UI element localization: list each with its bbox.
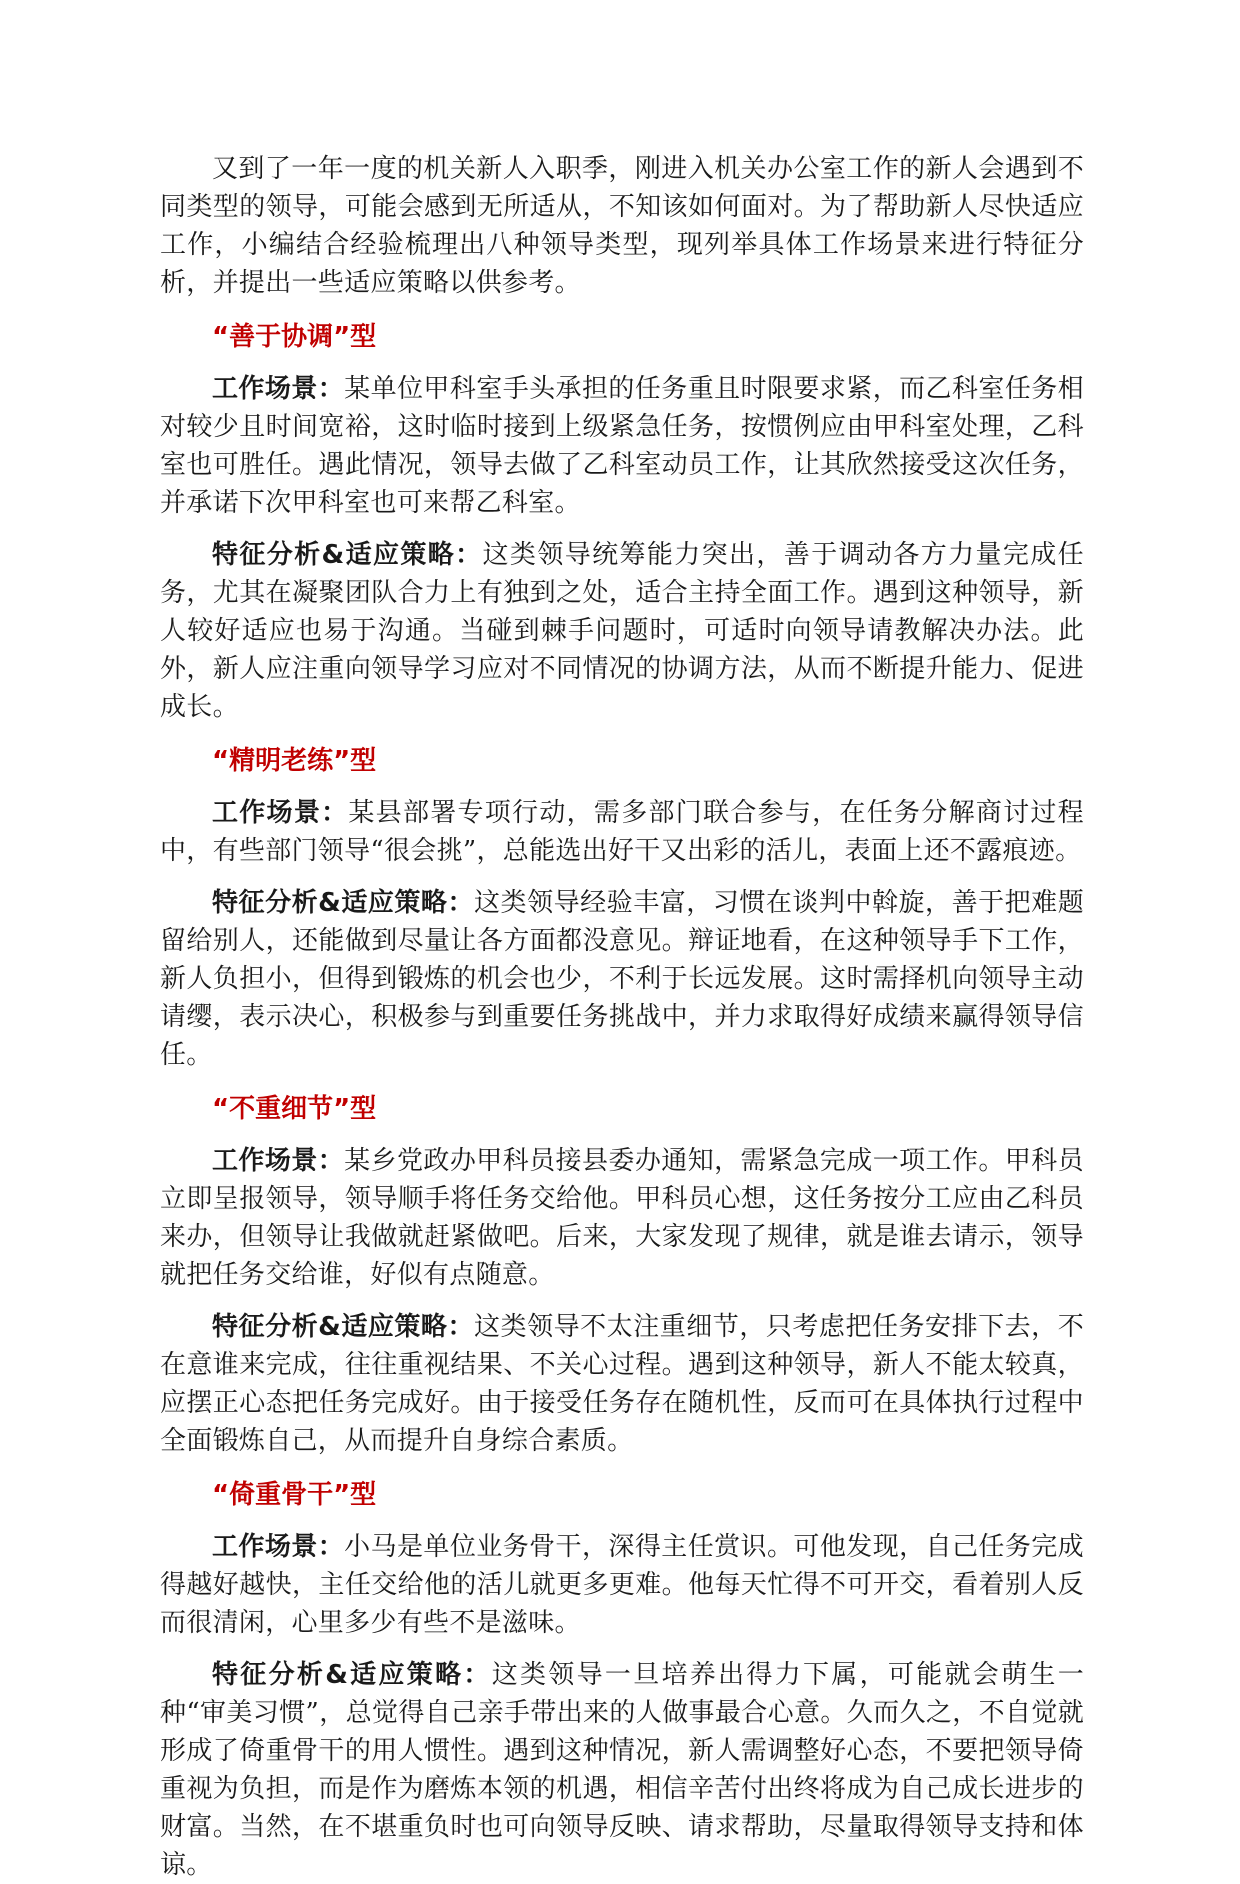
analysis-paragraph bbox=[160, 884, 1084, 1074]
analysis-label: 特征分析&适应策略： bbox=[212, 1660, 492, 1690]
section-title: “倚重骨干”型 bbox=[212, 1480, 377, 1510]
scene-paragraph bbox=[160, 1142, 1084, 1294]
analysis-label: 特征分析&适应策略： bbox=[212, 1312, 474, 1342]
section-shanyu-xietiao bbox=[160, 316, 1084, 726]
scene-paragraph bbox=[160, 1528, 1084, 1642]
scene-text: 某乡党政办甲科员接县委办通知，需紧急完成一项工作。甲科员立即呈报领导，领导顺手将任务交给他。甲科员心想，这任务按分工应由乙科员来办，但领导让我做就赶紧做吧。后来，大家发现了规律，就是谁去请示，领导就把任务交给谁，好似有点随意。 bbox=[160, 1146, 1084, 1290]
analysis-paragraph bbox=[160, 1308, 1084, 1460]
section-title: “精明老练”型 bbox=[212, 746, 377, 776]
scene-label: 工作场景： bbox=[212, 1532, 345, 1562]
scene-paragraph bbox=[160, 794, 1084, 870]
section-buzhong-xijie bbox=[160, 1088, 1084, 1460]
scene-label: 工作场景： bbox=[212, 1146, 345, 1176]
section-yizhong-gugan bbox=[160, 1474, 1084, 1884]
document-page bbox=[160, 150, 1084, 1880]
analysis-paragraph bbox=[160, 536, 1084, 726]
scene-text: 某县部署专项行动，需多部门联合参与，在任务分解商讨过程中，有些部门领导“很会挑”，总能选出好干又出彩的活儿，表面上还不露痕迹。 bbox=[160, 798, 1084, 866]
analysis-label: 特征分析&适应策略： bbox=[212, 888, 474, 918]
scene-text: 小马是单位业务骨干，深得主任赏识。可他发现，自己任务完成得越好越快，主任交给他的活儿就更多更难。他每天忙得不可开交，看着别人反而很清闲，心里多少有些不是滋味。 bbox=[160, 1532, 1084, 1638]
analysis-text: 这类领导不太注重细节，只考虑把任务安排下去，不在意谁来完成，往往重视结果、不关心过程。遇到这种领导，新人不能太较真，应摆正心态把任务完成好。由于接受任务存在随机性，反而可在具体执行过程中全面锻炼自己，从而提升自身综合素质。 bbox=[160, 1312, 1084, 1456]
scene-label: 工作场景： bbox=[212, 374, 345, 404]
section-title: “善于协调”型 bbox=[212, 322, 377, 352]
analysis-paragraph bbox=[160, 1656, 1084, 1884]
intro-paragraph: 又到了一年一度的机关新人入职季，刚进入机关办公室工作的新人会遇到不同类型的领导，可能会感到无所适从，不知该如何面对。为了帮助新人尽快适应工作，小编结合经验梳理出八种领导类型，现列举具体工作场景来进行特征分析，并提出一些适应策略以供参考。 bbox=[160, 154, 1084, 298]
scene-paragraph bbox=[160, 370, 1084, 522]
scene-text: 某单位甲科室手头承担的任务重且时限要求紧，而乙科室任务相对较少且时间宽裕，这时临时接到上级紧急任务，按惯例应由甲科室处理，乙科室也可胜任。遇此情况，领导去做了乙科室动员工作，让其欣然接受这次任务，并承诺下次甲科室也可来帮乙科室。 bbox=[160, 374, 1084, 518]
analysis-label: 特征分析&适应策略： bbox=[212, 540, 483, 570]
analysis-text: 这类领导统筹能力突出，善于调动各方力量完成任务，尤其在凝聚团队合力上有独到之处，适合主持全面工作。遇到这种领导，新人较好适应也易于沟通。当碰到棘手问题时，可适时向领导请教解决办法。此外，新人应注重向领导学习应对不同情况的协调方法，从而不断提升能力、促进成长。 bbox=[160, 540, 1084, 722]
scene-label: 工作场景： bbox=[212, 798, 349, 828]
analysis-text: 这类领导一旦培养出得力下属，可能就会萌生一种“审美习惯”，总觉得自己亲手带出来的人做事最合心意。久而久之，不自觉就形成了倚重骨干的用人惯性。遇到这种情况，新人需调整好心态，不要把领导倚重视为负担，而是作为磨炼本领的机遇，相信辛苦付出终将成为自己成长进步的财富。当然，在不堪重负时也可向领导反映、请求帮助，尽量取得领导支持和体谅。 bbox=[160, 1660, 1084, 1880]
analysis-text: 这类领导经验丰富，习惯在谈判中斡旋，善于把难题留给别人，还能做到尽量让各方面都没意见。辩证地看，在这种领导手下工作，新人负担小，但得到锻炼的机会也少，不利于长远发展。这时需择机向领导主动请缨，表示决心，积极参与到重要任务挑战中，并力求取得好成绩来赢得领导信任。 bbox=[160, 888, 1084, 1070]
section-jingming-laolian bbox=[160, 740, 1084, 1074]
section-title: “不重细节”型 bbox=[212, 1094, 377, 1124]
